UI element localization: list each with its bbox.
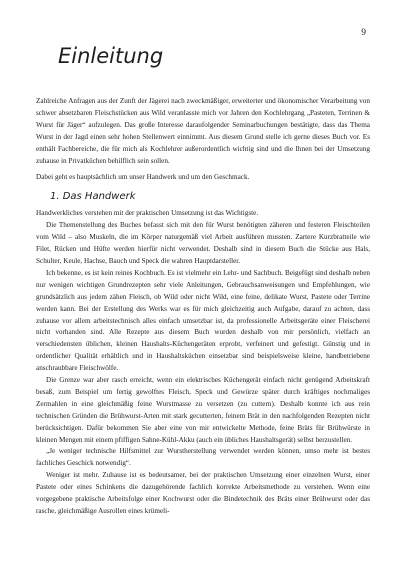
section-paragraph: Weniger ist mehr. Zuhause ist es bedeutsamer, bei der praktischen Umsetzung einer einzelnen Wurst, einer Pastete oder eines Schinkens die dazugehörende fachlich korrekte Arbeitsmethode zu verstehen. Wenn eine vorgegebene praktische Arbeitsfolge einer Kochwurst oder die Bindetechnik des Bräts einer Brühwurst oder das rasche, gleichmäßige Ausrollen eines krümeli- xyxy=(36,471,370,515)
section-paragraph: Die Grenze war aber rasch erreicht, wenn ein elektrisches Küchengerät einfach nicht genügend Arbeitskraft besaß, zum Beispiel um fertig gewolftes Fleisch, Speck und Gewürze später durch kräftiges nochmaliges Zermahlen in eine gleichmäßig feine Wurstmasse zu versetzen (zu cuttern). Deshalb konnte ich aus rein technischen Gründen die Brühwurst-Arten mit stark gecutterten, feinem Brät in den nachfolgenden Rezepten nicht berücksichtigen. Dafür bekommen Sie aber eine von mir entwickelte Methode, feine Bräts für Brühwürste in kleinen Mengen mit einem pfiffigen Sahne-Kühl-Akku (auch ein übliches Haushaltsgerät) selbst herzustellen. xyxy=(36,376,370,444)
intro-paragraph: Dabei geht es hauptsächlich um unser Handwerk und um den Geschmack. xyxy=(36,173,250,182)
body-text xyxy=(36,96,370,518)
intro-paragraph: Zahlreiche Anfragen aus der Zunft der Jägerei nach zweckmäßiger, erweiterter und ökonomischer Verarbeitung von schwer absetzbaren Fleischstücken aus Wild veranlasste mich vor Jahren den Kochlehrgang „Pasteten, Terrinen & Wurst für Jäger“ aufzulegen. Das große Interesse daraufolgender Seminarbuchungen bestätigte, dass das Thema Wurst in der Jagd einen sehr hohen Stellenwert einnimmt. Aus diesem Grund stelle ich gerne dieses Buch vor. Es enthält Fachbereiche, die für mich als Kochlehrer außerordentlich wichtig sind und die Ihnen bei der Umsetzung zuhause in Privatküchen behilflich sein sollen. xyxy=(36,97,370,165)
section-paragraph: Handwerkliches verstehen mit der praktischen Umsetzung ist das Wichtigste. xyxy=(36,209,259,218)
section-paragraph: Ich bekenne, es ist kein reines Kochbuch. Es ist vielmehr ein Lehr- und Sachbuch. Beigefügt sind deshalb neben nur wenigen wichtigen Grundrezepten sehr viele Anleitungen, Gebrauchsanweisungen und Empfehlungen, wie grundsätzlich aus jedem zähen Fleisch, ob Wild oder nicht Wild, eine feine, delikate Wurst, Pastete oder Terrine werden kann. Bei der Erstellung des Werks war es für mich gleichzeitig auch Aufgabe, darauf zu achten, dass zuhause vor allem arbeitstechnisch alles einfach umsetzbar ist, da professionelle Arbeitsgeräte einer Fleischerei nicht vorhanden sind. Alle Rezepte aus diesem Buch wurden deshalb von mir persönlich, vielfach an verschiedensten üblichen, kleinen Haushalts-Küchengeräten erprobt, verfeinert und gefestigt. Günstig und in ordentlicher Qualität erhältlich und in Haushaltsküchen einsetzbar sind beispielsweise kleine, handbetriebene anschraubbare Fleischwölfe. xyxy=(36,268,370,373)
page-number: 9 xyxy=(361,28,366,38)
section-paragraph: Die Themenstellung des Buches befasst sich mit den für Wurst benötigten zäheren und festeren Fleischteilen vom Wild – also Muskeln, die im Körper naturgemäß viel Arbeit ausführen mussten. Zartere Kurzbratteile wie Filet, Rücken und Hüfte werden hierfür nicht verwendet. Deshalb sind in diesem Buch die Stücke aus Hals, Schulter, Keule, Hachse, Bauch und Speck die wahren Hauptdarsteller. xyxy=(36,221,370,265)
quote-paragraph: „Je weniger technische Hilfsmittel zur Wurstherstellung verwendet werden können, umso mehr ist bestes fachliches Geschick notwendig“. xyxy=(36,447,370,468)
chapter-title: Einleitung xyxy=(58,44,164,68)
section-title: 1. Das Handwerk xyxy=(50,191,136,203)
